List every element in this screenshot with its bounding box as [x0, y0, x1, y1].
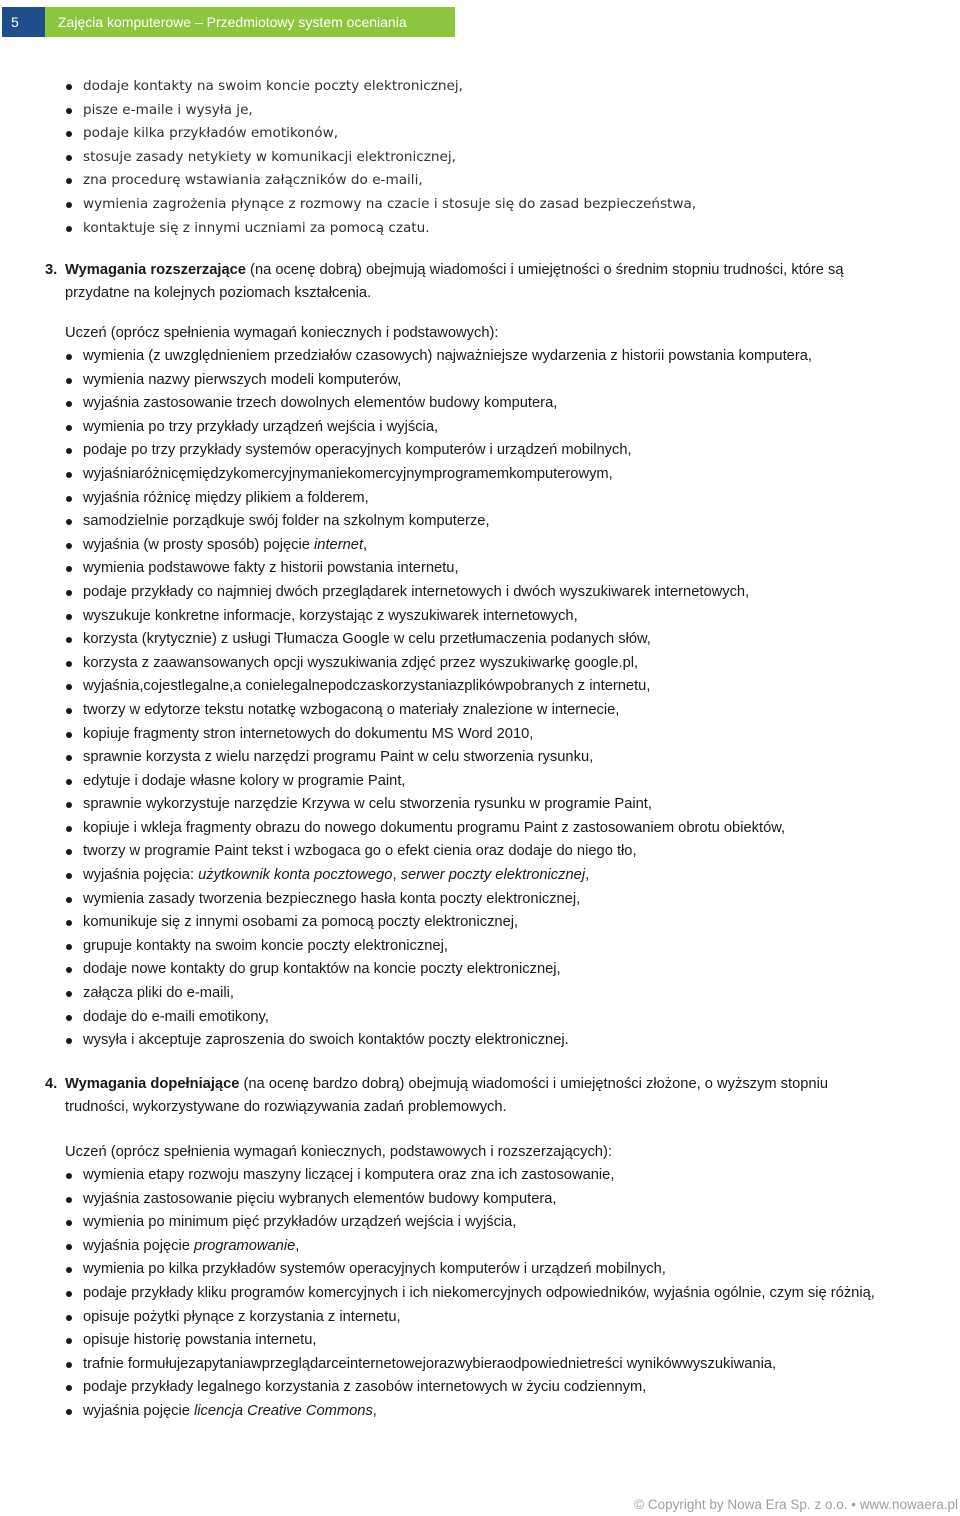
- list-item-text: wyjaśnia pojęcie: [83, 1237, 195, 1254]
- list-item: dodaje kontakty na swoim koncie poczty elektronicznej,: [0, 75, 696, 99]
- section-description: (na ocenę dobrą) obejmują wiadomości i umiejętności o średnim stopniu trudności, które są: [245, 262, 844, 278]
- list-item-text: ,: [392, 867, 401, 884]
- list-item-text: wyjaśnia pojęcie: [83, 1402, 195, 1419]
- list-item: grupuje kontakty na swoim koncie poczty elektronicznej,: [0, 935, 812, 959]
- list-item: sprawnie korzysta z wielu narzędzi programu Paint w celu stworzenia rysunku,: [0, 746, 812, 770]
- list-item: podaje po trzy przykłady systemów operacyjnych komputerów i urządzeń mobilnych,: [0, 439, 812, 463]
- list-item: tworzy w programie Paint tekst i wzbogaca go o efekt cienia oraz dodaje do niego tło,: [0, 840, 812, 864]
- requirements-list-basic: [0, 75, 696, 240]
- list-item: trafnie formułujezapytaniawprzeglądarceinternetowejorazwybieraodpowiednietreści wynikówwyszukiwania,: [0, 1353, 875, 1377]
- section-title: Wymagania dopełniające: [65, 1076, 240, 1092]
- list-item: kopiuje fragmenty stron internetowych do dokumentu MS Word 2010,: [0, 723, 812, 747]
- list-item: korzysta (krytycznie) z usługi Tłumacza Google w celu przetłumaczenia podanych słów,: [0, 628, 812, 652]
- list-item: wymienia zagrożenia płynące z rozmowy na czacie i stosuje się do zasad bezpieczeństwa,: [0, 193, 696, 217]
- list-item: [0, 864, 812, 888]
- list-item: pisze e-maile i wysyła je,: [0, 99, 696, 123]
- list-item: wymienia nazwy pierwszych modeli komputerów,: [0, 369, 812, 393]
- list-item-text: ,: [295, 1237, 300, 1254]
- section-title: Wymagania rozszerzające: [65, 262, 246, 278]
- section-number: 3.: [45, 262, 58, 278]
- list-item: tworzy w edytorze tekstu notatkę wzbogaconą o materiały znalezione w internecie,: [0, 699, 812, 723]
- list-item: opisuje pożytki płynące z korzystania z internetu,: [0, 1306, 875, 1330]
- page-number: 5: [2, 7, 45, 37]
- list-item: komunikuje się z innymi osobami za pomocą poczty elektronicznej,: [0, 911, 812, 935]
- list-item: sprawnie wykorzystuje narzędzie Krzywa w celu stworzenia rysunku w programie Paint,: [0, 793, 812, 817]
- requirements-list-extended: [0, 345, 812, 1053]
- list-item: wymienia (z uwzględnieniem przedziałów czasowych) najważniejsze wydarzenia z historii powstania komputera,: [0, 345, 812, 369]
- list-item: wyszukuje konkretne informacje, korzystając z wyszukiwarek internetowych,: [0, 605, 812, 629]
- emphasized-term: użytkownik konta pocztowego: [198, 867, 393, 884]
- list-item: dodaje nowe kontakty do grup kontaktów na koncie poczty elektronicznej,: [0, 958, 812, 982]
- list-item: korzysta z zaawansowanych opcji wyszukiwania zdjęć przez wyszukiwarkę google.pl,: [0, 652, 812, 676]
- emphasized-term: licencja Creative Commons: [194, 1402, 373, 1419]
- list-item-text: ,: [372, 1402, 377, 1419]
- list-item: podaje przykłady legalnego korzystania z zasobów internetowych w życiu codziennym,: [0, 1376, 875, 1400]
- list-item-text: ,: [363, 536, 368, 553]
- list-item: wymienia zasady tworzenia bezpiecznego hasła konta poczty elektronicznej,: [0, 888, 812, 912]
- section-description-cont: trudności, wykorzystywane do rozwiązywania zadań problemowych.: [65, 1099, 507, 1115]
- section-description-cont: przydatne na kolejnych poziomach kształcenia.: [65, 285, 372, 301]
- section-3-heading: [45, 259, 955, 305]
- list-item: opisuje historię powstania internetu,: [0, 1329, 875, 1353]
- list-item: [0, 534, 812, 558]
- list-item: [0, 1400, 875, 1424]
- list-item: wyjaśnia,cojestlegalne,a conielegalnepodczaskorzystaniazplikówpobranych z internetu,: [0, 675, 812, 699]
- list-item: wyjaśnia różnicę między plikiem a folderem,: [0, 487, 812, 511]
- list-item: dodaje do e-maili emotikony,: [0, 1006, 812, 1030]
- section-3-intro: Uczeń (oprócz spełnienia wymagań koniecznych i podstawowych):: [65, 325, 499, 341]
- list-item: [0, 1235, 875, 1259]
- header-title: Zajęcia komputerowe – Przedmiotowy system oceniania: [45, 7, 455, 37]
- list-item: wymienia po kilka przykładów systemów operacyjnych komputerów i urządzeń mobilnych,: [0, 1258, 875, 1282]
- list-item: wyjaśniaróżnicęmiędzykomercyjnymaniekomercyjnymprogramemkomputerowym,: [0, 463, 812, 487]
- section-number: 4.: [45, 1076, 58, 1092]
- emphasized-term: internet: [314, 536, 364, 553]
- list-item: zna procedurę wstawiania załączników do e-maili,: [0, 169, 696, 193]
- list-item: wymienia podstawowe fakty z historii powstania internetu,: [0, 557, 812, 581]
- list-item: kontaktuje się z innymi uczniami za pomocą czatu.: [0, 217, 696, 241]
- list-item: wysyła i akceptuje zaproszenia do swoich kontaktów poczty elektronicznej.: [0, 1029, 812, 1053]
- list-item: samodzielnie porządkuje swój folder na szkolnym komputerze,: [0, 510, 812, 534]
- list-item: kopiuje i wkleja fragmenty obrazu do nowego dokumentu programu Paint z zastosowaniem obrotu obiektów,: [0, 817, 812, 841]
- section-4-intro: Uczeń (oprócz spełnienia wymagań koniecznych, podstawowych i rozszerzających):: [65, 1144, 612, 1160]
- list-item: podaje przykłady co najmniej dwóch przeglądarek internetowych i dwóch wyszukiwarek internetowych,: [0, 581, 812, 605]
- list-item: podaje kilka przykładów emotikonów,: [0, 122, 696, 146]
- list-item: wymienia etapy rozwoju maszyny liczącej i komputera oraz zna ich zastosowanie,: [0, 1164, 875, 1188]
- list-item: edytuje i dodaje własne kolory w programie Paint,: [0, 770, 812, 794]
- list-item: wymienia po minimum pięć przykładów urządzeń wejścia i wyjścia,: [0, 1211, 875, 1235]
- list-item: załącza pliki do e-maili,: [0, 982, 812, 1006]
- list-item: wymienia po trzy przykłady urządzeń wejścia i wyjścia,: [0, 416, 812, 440]
- list-item: wyjaśnia zastosowanie pięciu wybranych elementów budowy komputera,: [0, 1188, 875, 1212]
- emphasized-term: programowanie: [194, 1237, 296, 1254]
- page-header: [2, 7, 455, 37]
- emphasized-term: serwer poczty elektronicznej: [400, 867, 586, 884]
- list-item: stosuje zasady netykiety w komunikacji elektronicznej,: [0, 146, 696, 170]
- list-item-text: ,: [585, 867, 590, 884]
- requirements-list-complementary: [0, 1164, 875, 1424]
- list-item-text: wyjaśnia (w prosty sposób) pojęcie: [83, 536, 315, 553]
- list-item: wyjaśnia zastosowanie trzech dowolnych elementów budowy komputera,: [0, 392, 812, 416]
- section-description: (na ocenę bardzo dobrą) obejmują wiadomości i umiejętności złożone, o wyższym stopniu: [239, 1076, 829, 1092]
- list-item-text: wyjaśnia pojęcia:: [83, 867, 199, 884]
- copyright-footer: © Copyright by Nowa Era Sp. z o.o. • www.nowaera.pl: [634, 1497, 958, 1512]
- section-4-heading: [45, 1073, 955, 1119]
- list-item: podaje przykłady kliku programów komercyjnych i ich niekomercyjnych odpowiedników, wyjaśnia ogólnie, czym się różnią,: [0, 1282, 875, 1306]
